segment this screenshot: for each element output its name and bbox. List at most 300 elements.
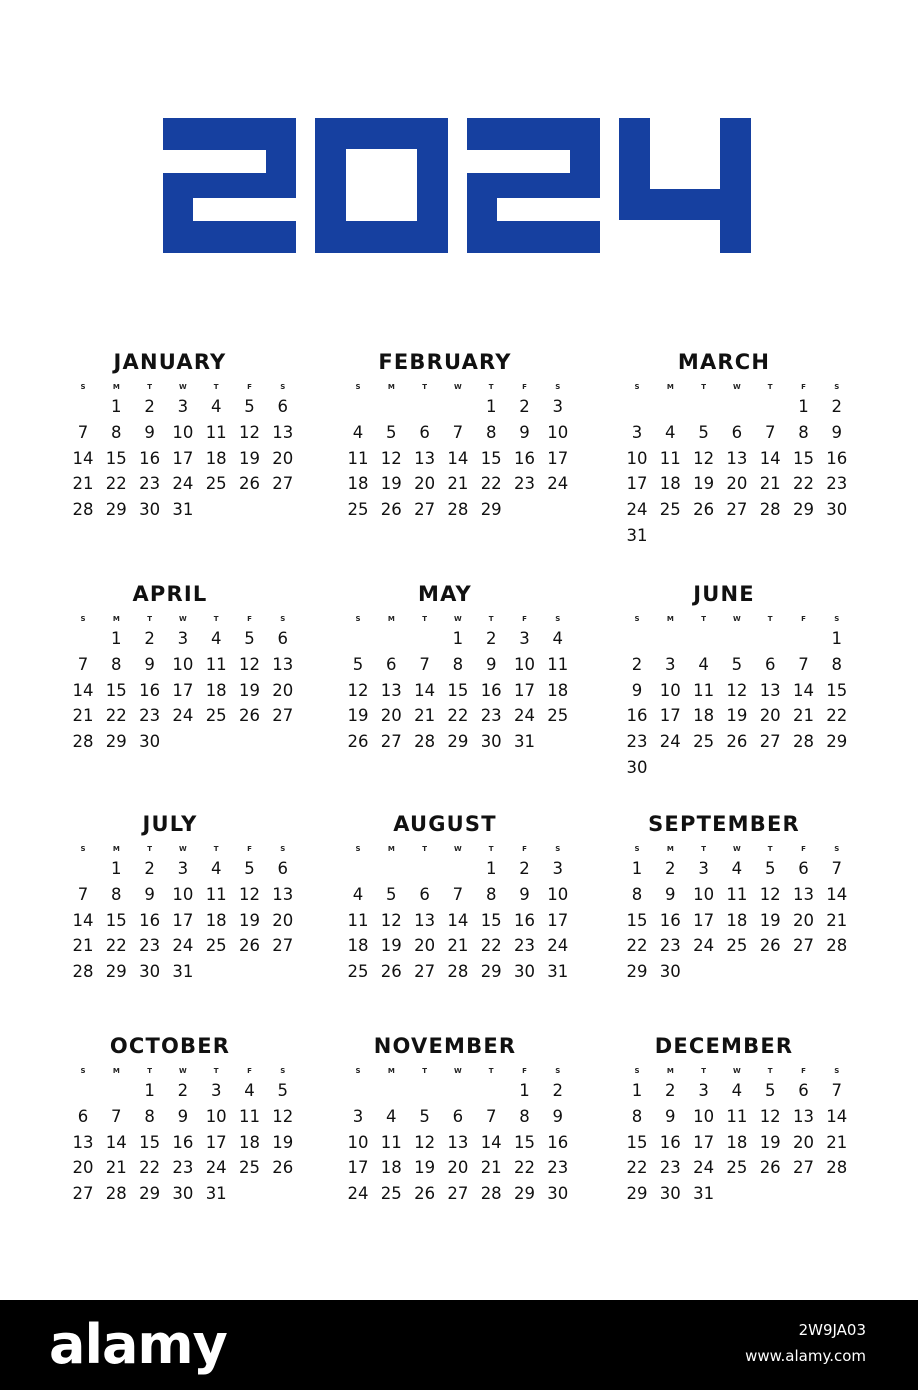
- day-cell: 22: [626, 936, 648, 956]
- weekday-label: T: [767, 383, 773, 391]
- weekday-label: M: [387, 845, 395, 853]
- day-cell: 9: [552, 1106, 564, 1126]
- weekday-label: W: [454, 1067, 462, 1075]
- day-cell: 17: [514, 680, 535, 700]
- digit-4: [619, 118, 751, 253]
- day-cell: 2: [485, 629, 497, 648]
- day-cell: 20: [759, 706, 781, 726]
- day-cell: 24: [347, 1184, 369, 1204]
- day-cell: 20: [726, 474, 748, 494]
- day-cell: 17: [659, 706, 681, 726]
- day-cell: 27: [726, 500, 748, 520]
- day-cell: 12: [414, 1132, 436, 1152]
- day-cell: 2: [831, 397, 843, 416]
- weekday-label: W: [733, 383, 741, 391]
- day-cell: 21: [447, 474, 469, 494]
- day-cell: 30: [659, 962, 681, 982]
- day-cell: 16: [139, 910, 161, 930]
- day-cell: 26: [693, 500, 715, 520]
- day-cell: 8: [111, 422, 122, 442]
- day-cell: 30: [172, 1184, 194, 1204]
- month-name: MAY: [418, 582, 472, 606]
- weekday-label: F: [247, 383, 252, 391]
- day-cell: 29: [480, 500, 502, 520]
- day-cell: 9: [519, 884, 530, 904]
- day-cell: 1: [144, 1081, 155, 1100]
- weekday-label: S: [555, 383, 561, 391]
- day-cell: 7: [764, 422, 776, 442]
- day-cell: 16: [626, 706, 648, 726]
- day-cell: 28: [826, 936, 848, 956]
- day-cell: 21: [826, 1132, 848, 1152]
- weekday-label: T: [213, 615, 219, 623]
- weekday-label: F: [801, 1067, 806, 1075]
- weekday-label: S: [834, 383, 840, 391]
- day-cell: 11: [347, 910, 369, 930]
- day-cell: 11: [659, 448, 681, 468]
- day-cell: 7: [77, 654, 89, 674]
- day-cell: 21: [414, 706, 436, 726]
- weekday-label: T: [488, 615, 494, 623]
- day-cell: 12: [759, 1106, 781, 1126]
- day-cell: 1: [798, 397, 809, 416]
- day-cell: 4: [244, 1081, 255, 1100]
- day-cell: 20: [414, 936, 436, 956]
- day-cell: 30: [514, 962, 535, 982]
- day-cell: 20: [272, 910, 294, 930]
- day-cell: 18: [547, 680, 569, 700]
- day-cell: 31: [547, 962, 569, 982]
- day-cell: 10: [347, 1132, 369, 1152]
- weekday-label: W: [179, 615, 187, 623]
- day-cell: 30: [547, 1184, 569, 1204]
- day-cell: 20: [272, 680, 294, 700]
- day-cell: 2: [177, 1081, 189, 1100]
- day-cell: 18: [726, 1132, 748, 1152]
- weekday-label: W: [733, 1067, 741, 1075]
- weekday-header-row: [620, 382, 860, 394]
- day-cell: 15: [826, 680, 848, 700]
- day-cell: 25: [380, 1184, 402, 1204]
- day-cell: 15: [480, 448, 502, 468]
- day-cell: 22: [447, 706, 469, 726]
- day-cell: 14: [447, 910, 469, 930]
- day-cell: 25: [726, 1158, 748, 1178]
- day-cell: 14: [759, 448, 781, 468]
- day-cell: 3: [177, 859, 189, 878]
- day-cell: 28: [447, 962, 469, 982]
- day-cell: 20: [380, 706, 402, 726]
- day-cell: 30: [626, 758, 648, 777]
- day-cell: 27: [793, 1158, 814, 1178]
- day-cell: 6: [277, 629, 289, 648]
- weekday-label: T: [488, 845, 494, 853]
- day-cell: 22: [480, 474, 502, 494]
- day-cell: 23: [514, 936, 535, 956]
- day-cell: 5: [386, 422, 397, 442]
- day-cell: 14: [447, 448, 469, 468]
- day-cell: 13: [759, 680, 781, 700]
- day-cell: 22: [105, 474, 127, 494]
- day-cell: 24: [205, 1158, 227, 1178]
- day-cell: 19: [759, 910, 781, 930]
- day-cell: 31: [693, 1184, 715, 1204]
- weekday-header-row: [341, 382, 581, 394]
- day-cell: 3: [177, 629, 189, 648]
- day-cell: 1: [111, 629, 122, 648]
- day-cell: 4: [731, 859, 743, 878]
- day-cell: 8: [485, 884, 497, 904]
- weekday-label: T: [213, 383, 219, 391]
- weekday-label: T: [213, 845, 219, 853]
- day-cell: 3: [552, 397, 564, 416]
- day-cell: 17: [547, 910, 569, 930]
- day-cell: 19: [272, 1132, 294, 1152]
- day-cell: 14: [793, 680, 814, 700]
- day-cell: 24: [626, 500, 648, 520]
- day-cell: 22: [139, 1158, 161, 1178]
- weekday-label: M: [387, 1067, 395, 1075]
- day-cell: 17: [693, 910, 715, 930]
- day-cell: 4: [210, 859, 222, 878]
- day-cell: 3: [698, 1081, 709, 1100]
- day-cell: 1: [831, 629, 843, 648]
- weekday-header-row: [66, 614, 306, 626]
- day-cell: 12: [272, 1106, 294, 1126]
- month-name: FEBRUARY: [378, 350, 512, 374]
- day-cell: 18: [205, 448, 227, 468]
- day-cell: 25: [205, 474, 227, 494]
- day-cell: 15: [105, 680, 127, 700]
- day-cell: 7: [77, 422, 89, 442]
- digit-2-first: [163, 118, 296, 253]
- day-cell: 1: [111, 397, 122, 416]
- weekday-label: S: [80, 615, 86, 623]
- day-cell: 21: [72, 936, 94, 956]
- day-cell: 13: [272, 654, 294, 674]
- day-cell: 17: [626, 474, 648, 494]
- day-cell: 24: [172, 474, 194, 494]
- day-cell: 7: [485, 1106, 497, 1126]
- day-cell: 21: [826, 910, 848, 930]
- day-cell: 23: [514, 474, 535, 494]
- day-cell: 25: [347, 500, 369, 520]
- weekday-label: F: [247, 615, 252, 623]
- day-cell: 11: [693, 680, 715, 700]
- day-cell: 26: [380, 962, 402, 982]
- day-cell: 2: [665, 1081, 676, 1100]
- month-name: AUGUST: [393, 812, 497, 836]
- weekday-label: T: [767, 615, 773, 623]
- day-cell: 12: [380, 448, 402, 468]
- day-cell: 28: [414, 732, 436, 752]
- footer-url: www.alamy.com: [745, 1347, 866, 1365]
- day-cell: 25: [205, 706, 227, 726]
- day-cell: 25: [239, 1158, 260, 1178]
- day-cell: 9: [144, 422, 155, 442]
- day-cell: 12: [239, 654, 260, 674]
- day-cell: 14: [826, 1106, 848, 1126]
- day-cell: 13: [414, 910, 436, 930]
- day-cell: 5: [277, 1081, 289, 1100]
- watermark-footer: [0, 1300, 918, 1390]
- day-cell: 4: [698, 654, 709, 674]
- day-cell: 10: [547, 422, 569, 442]
- day-cell: 5: [244, 629, 255, 648]
- day-cell: 14: [72, 448, 94, 468]
- day-cell: 21: [105, 1158, 127, 1178]
- day-cell: 17: [172, 448, 194, 468]
- day-cell: 13: [447, 1132, 469, 1152]
- day-cell: 3: [352, 1106, 364, 1126]
- day-cell: 16: [514, 910, 535, 930]
- day-cell: 2: [144, 629, 155, 648]
- day-cell: 9: [519, 422, 530, 442]
- day-cell: 23: [139, 706, 161, 726]
- weekday-label: S: [355, 1067, 361, 1075]
- day-cell: 4: [731, 1081, 743, 1100]
- day-cell: 21: [447, 936, 469, 956]
- day-cell: 13: [380, 680, 402, 700]
- day-cell: 25: [726, 936, 748, 956]
- day-cell: 7: [831, 859, 843, 878]
- day-cell: 19: [380, 936, 402, 956]
- day-cell: 26: [759, 1158, 781, 1178]
- day-cell: 21: [72, 706, 94, 726]
- weekday-label: F: [801, 615, 806, 623]
- day-cell: 13: [272, 422, 294, 442]
- day-cell: 28: [72, 500, 94, 520]
- day-cell: 27: [72, 1184, 94, 1204]
- day-cell: 7: [419, 654, 430, 674]
- weekday-header-row: [620, 844, 860, 856]
- day-cell: 1: [631, 859, 643, 878]
- day-cell: 14: [826, 884, 848, 904]
- day-cell: 27: [793, 936, 814, 956]
- day-cell: 31: [172, 962, 194, 982]
- day-cell: 20: [72, 1158, 94, 1178]
- day-cell: 26: [759, 936, 781, 956]
- weekday-header-row: [620, 614, 860, 626]
- day-cell: 8: [485, 422, 497, 442]
- day-cell: 30: [139, 732, 161, 752]
- day-cell: 16: [139, 680, 161, 700]
- day-cell: 9: [144, 884, 155, 904]
- day-cell: 30: [139, 500, 161, 520]
- day-cell: 16: [480, 680, 502, 700]
- day-cell: 30: [659, 1184, 681, 1204]
- day-cell: 21: [480, 1158, 502, 1178]
- day-cell: 14: [72, 910, 94, 930]
- weekday-label: F: [247, 1067, 252, 1075]
- day-cell: 7: [111, 1106, 122, 1126]
- weekday-label: T: [701, 615, 706, 623]
- month-name: JULY: [142, 812, 198, 836]
- day-cell: 29: [139, 1184, 161, 1204]
- weekday-label: S: [834, 1067, 840, 1075]
- day-cell: 19: [239, 910, 260, 930]
- day-cell: 7: [798, 654, 809, 674]
- day-cell: 18: [693, 706, 715, 726]
- day-cell: 24: [693, 936, 715, 956]
- day-cell: 29: [793, 500, 814, 520]
- day-cell: 1: [485, 397, 497, 416]
- day-cell: 17: [347, 1158, 369, 1178]
- weekday-label: T: [701, 845, 706, 853]
- day-cell: 18: [205, 910, 227, 930]
- day-cell: 22: [105, 936, 127, 956]
- day-cell: 6: [798, 859, 809, 878]
- day-cell: 5: [698, 422, 709, 442]
- day-cell: 29: [626, 1184, 648, 1204]
- day-cell: 8: [111, 654, 122, 674]
- day-cell: 18: [347, 474, 369, 494]
- day-cell: 11: [205, 422, 227, 442]
- weekday-label: F: [522, 383, 527, 391]
- day-cell: 3: [631, 422, 643, 442]
- month-name: NOVEMBER: [373, 1034, 517, 1058]
- month-name: APRIL: [132, 582, 208, 606]
- day-cell: 29: [826, 732, 848, 752]
- weekday-label: S: [834, 615, 840, 623]
- day-cell: 9: [665, 1106, 676, 1126]
- day-cell: 25: [659, 500, 681, 520]
- day-cell: 23: [626, 732, 648, 752]
- day-cell: 10: [547, 884, 569, 904]
- day-cell: 15: [514, 1132, 535, 1152]
- day-cell: 12: [726, 680, 748, 700]
- day-cell: 20: [414, 474, 436, 494]
- day-cell: 23: [659, 1158, 681, 1178]
- day-cell: 3: [698, 859, 709, 878]
- day-cell: 23: [480, 706, 502, 726]
- weekday-label: M: [112, 383, 120, 391]
- day-cell: 25: [205, 936, 227, 956]
- day-cell: 23: [139, 474, 161, 494]
- weekday-label: T: [213, 1067, 219, 1075]
- day-cell: 28: [105, 1184, 127, 1204]
- weekday-label: S: [634, 845, 640, 853]
- weekday-label: S: [634, 383, 640, 391]
- day-cell: 2: [552, 1081, 564, 1100]
- month-name: SEPTEMBER: [648, 812, 800, 836]
- day-cell: 17: [172, 910, 194, 930]
- day-cell: 11: [380, 1132, 402, 1152]
- day-cell: 30: [139, 962, 161, 982]
- day-cell: 6: [731, 422, 743, 442]
- month-name: JANUARY: [113, 350, 227, 374]
- day-cell: 22: [514, 1158, 535, 1178]
- day-cell: 16: [659, 1132, 681, 1152]
- weekday-header-row: [66, 1066, 306, 1078]
- day-cell: 16: [514, 448, 535, 468]
- year-digits: [163, 118, 751, 253]
- day-cell: 23: [826, 474, 848, 494]
- day-cell: 2: [519, 859, 530, 878]
- day-cell: 21: [72, 474, 94, 494]
- day-cell: 28: [793, 732, 814, 752]
- weekday-label: T: [147, 1067, 152, 1075]
- day-cell: 8: [798, 422, 809, 442]
- day-cell: 23: [547, 1158, 569, 1178]
- day-cell: 10: [172, 884, 194, 904]
- day-cell: 25: [693, 732, 715, 752]
- day-cell: 2: [631, 654, 643, 674]
- weekday-label: S: [634, 615, 640, 623]
- day-cell: 11: [547, 654, 569, 674]
- weekday-header-row: [341, 844, 581, 856]
- weekday-label: T: [488, 383, 494, 391]
- day-cell: 10: [693, 884, 715, 904]
- day-cell: 20: [272, 448, 294, 468]
- day-cell: 24: [172, 706, 194, 726]
- day-cell: 10: [172, 654, 194, 674]
- weekday-label: F: [801, 383, 806, 391]
- digit-0: [315, 118, 448, 253]
- day-cell: 23: [659, 936, 681, 956]
- weekday-label: S: [80, 1067, 86, 1075]
- weekday-label: W: [179, 845, 187, 853]
- day-cell: 5: [244, 397, 255, 416]
- weekday-label: T: [422, 845, 427, 853]
- weekday-label: W: [454, 845, 462, 853]
- weekday-label: S: [634, 1067, 640, 1075]
- day-cell: 7: [452, 884, 464, 904]
- weekday-label: S: [280, 1067, 286, 1075]
- day-cell: 10: [659, 680, 681, 700]
- day-cell: 12: [380, 910, 402, 930]
- day-cell: 6: [419, 884, 430, 904]
- weekday-label: F: [522, 845, 527, 853]
- day-cell: 12: [347, 680, 369, 700]
- weekday-label: W: [454, 615, 462, 623]
- day-cell: 11: [205, 654, 227, 674]
- day-cell: 20: [793, 1132, 814, 1152]
- day-cell: 19: [759, 1132, 781, 1152]
- day-cell: 16: [547, 1132, 569, 1152]
- weekday-label: T: [422, 615, 427, 623]
- weekday-label: S: [355, 615, 361, 623]
- day-cell: 28: [447, 500, 469, 520]
- day-cell: 25: [547, 706, 569, 726]
- day-cell: 29: [105, 962, 127, 982]
- day-cell: 27: [272, 936, 294, 956]
- day-cell: 4: [552, 629, 564, 648]
- alamy-logo: alamy: [49, 1313, 227, 1376]
- day-cell: 19: [726, 706, 748, 726]
- day-cell: 4: [352, 422, 364, 442]
- day-cell: 25: [347, 962, 369, 982]
- day-cell: 4: [665, 422, 676, 442]
- day-cell: 29: [480, 962, 502, 982]
- day-cell: 15: [105, 448, 127, 468]
- month-name: JUNE: [693, 582, 755, 606]
- day-cell: 6: [452, 1106, 464, 1126]
- day-cell: 16: [659, 910, 681, 930]
- day-cell: 9: [831, 422, 843, 442]
- day-cell: 22: [793, 474, 814, 494]
- day-cell: 17: [693, 1132, 715, 1152]
- day-cell: 6: [419, 422, 430, 442]
- day-cell: 23: [172, 1158, 194, 1178]
- day-cell: 8: [144, 1106, 155, 1126]
- weekday-label: T: [422, 383, 427, 391]
- day-cell: 6: [77, 1106, 89, 1126]
- day-cell: 26: [239, 936, 260, 956]
- day-cell: 10: [172, 422, 194, 442]
- day-cell: 6: [764, 654, 776, 674]
- day-cell: 6: [386, 654, 397, 674]
